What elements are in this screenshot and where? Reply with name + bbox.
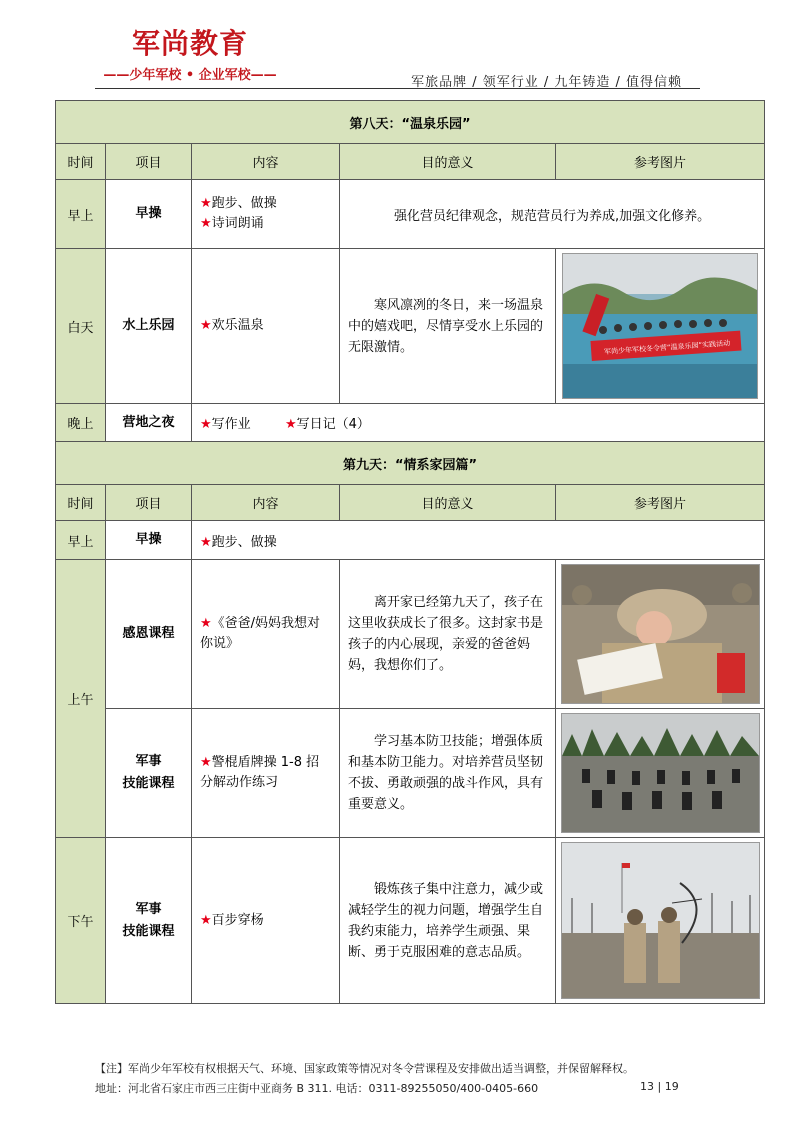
col-photo: 参考图片: [556, 144, 765, 180]
purpose-cell: 离开家已经第九天了，孩子在这里收获成长了很多。这封家书是孩子的内心展现，亲爱的爸爸妈妈，我想你们了。: [340, 560, 556, 709]
content-cell: [192, 838, 340, 1004]
star-icon: ★: [200, 196, 212, 211]
table-row: [56, 249, 765, 404]
content-item: 百步穿杨: [211, 912, 264, 928]
star-icon: ★: [200, 616, 212, 631]
photo-cell: [556, 838, 765, 1004]
table-row: [56, 560, 765, 709]
schedule-table: [55, 100, 765, 1004]
table-row: [56, 709, 765, 838]
slogan: 军旅品牌 / 领军行业 / 九年铸造 / 值得信赖: [411, 75, 682, 90]
col-content: 内容: [192, 485, 340, 521]
content-cell: [192, 709, 340, 838]
time-cell: 白天: [56, 249, 106, 404]
star-icon: ★: [284, 417, 297, 432]
content-item: 欢乐温泉: [211, 318, 264, 333]
col-purpose: 目的意义: [340, 485, 556, 521]
shield-drill-photo: [561, 713, 760, 833]
day8-title: 第八天：“温泉乐园”: [56, 101, 765, 144]
header-divider: [95, 88, 700, 89]
col-content: 内容: [192, 144, 340, 180]
purpose-cell: 强化营员纪律观念，规范营员行为养成,加强文化修养。: [340, 180, 765, 249]
col-time: 时间: [56, 485, 106, 521]
content-item: 写作业: [211, 417, 251, 432]
content-cell: [192, 249, 340, 404]
time-cell: 早上: [56, 521, 106, 560]
time-cell: 早上: [56, 180, 106, 249]
letter-writing-photo: [561, 564, 760, 704]
project-cell: 早操: [106, 521, 192, 560]
star-icon: ★: [200, 417, 212, 432]
project-line: 军事: [135, 901, 162, 917]
purpose-cell: 学习基本防卫技能；增强体质和基本防卫能力。对培养营员坚韧不拔、勇敢顽强的战斗作风，具有重要意义。: [340, 709, 556, 838]
project-line: 技能课程: [122, 923, 175, 939]
purpose-cell: 锻炼孩子集中注意力，减少或减轻学生的视力问题，增强学生自我约束能力，培养学生顽强、果断、勇于克服困难的意志品质。: [340, 838, 556, 1004]
star-icon: ★: [200, 755, 212, 770]
photo-banner: 军尚少年军校冬令营“温泉乐园”实践活动: [603, 339, 731, 357]
photo-cell: [556, 709, 765, 838]
day8-header-row: [56, 144, 765, 180]
table-row: [56, 180, 765, 249]
day9-header-row: [56, 485, 765, 521]
col-project: 项目: [106, 144, 192, 180]
col-project: 项目: [106, 485, 192, 521]
star-icon: ★: [200, 318, 212, 333]
time-cell: 上午: [56, 560, 106, 838]
project-cell: 早操: [106, 180, 192, 249]
content-item: 《爸爸/妈妈我想对你说》: [200, 616, 321, 651]
content-cell: [192, 521, 765, 560]
content-item: 跑步、做操: [211, 534, 277, 550]
col-photo: 参考图片: [556, 485, 765, 521]
brand-name: 军尚教育: [131, 27, 248, 60]
content-item: 警棍盾牌操 1-8 招分解动作练习: [200, 755, 320, 790]
project-line: 技能课程: [122, 776, 175, 791]
page-number: 13 | 19: [640, 1080, 679, 1093]
project-line: 军事: [135, 754, 162, 769]
footer-address: 地址：河北省石家庄市西三庄街中亚商务 B 311. 电话：0311-89255050/400-0405-660: [95, 1082, 539, 1095]
table-row: [56, 838, 765, 1004]
content-cell: [192, 180, 340, 249]
archery-photo: [561, 842, 760, 999]
star-icon: ★: [200, 216, 212, 231]
purpose-cell: 寒风凛冽的冬日，来一场温泉中的嬉戏吧，尽情享受水上乐园的无限激情。: [340, 249, 556, 404]
col-time: 时间: [56, 144, 106, 180]
project-cell: [106, 709, 192, 838]
content-cell: [192, 560, 340, 709]
photo-cell: [556, 560, 765, 709]
content-item: 诗词朗诵: [211, 216, 264, 231]
content-item: 跑步、做操: [211, 196, 277, 211]
footer-note: 【注】军尚少年军校有权根据天气、环境、国家政策等情况对冬令营课程及安排做出适当调整，并保留解释权。: [95, 1062, 634, 1075]
content-cell: [192, 404, 765, 442]
time-cell: 下午: [56, 838, 106, 1004]
project-cell: 感恩课程: [106, 560, 192, 709]
day9-title: 第九天：“情系家园篇”: [56, 442, 765, 485]
project-cell: 营地之夜: [106, 404, 192, 442]
table-row: [56, 404, 765, 442]
content-item: 写日记（4）: [296, 417, 370, 432]
brand-subtitle: ——少年军校 • 企业军校——: [103, 68, 277, 83]
brand-block: [100, 28, 280, 83]
col-purpose: 目的意义: [340, 144, 556, 180]
star-icon: ★: [200, 912, 212, 928]
photo-cell: [556, 249, 765, 404]
table-row: [56, 521, 765, 560]
project-cell: [106, 838, 192, 1004]
time-cell: 晚上: [56, 404, 106, 442]
project-cell: 水上乐园: [106, 249, 192, 404]
star-icon: ★: [200, 534, 212, 550]
hot-spring-photo: [562, 253, 758, 399]
